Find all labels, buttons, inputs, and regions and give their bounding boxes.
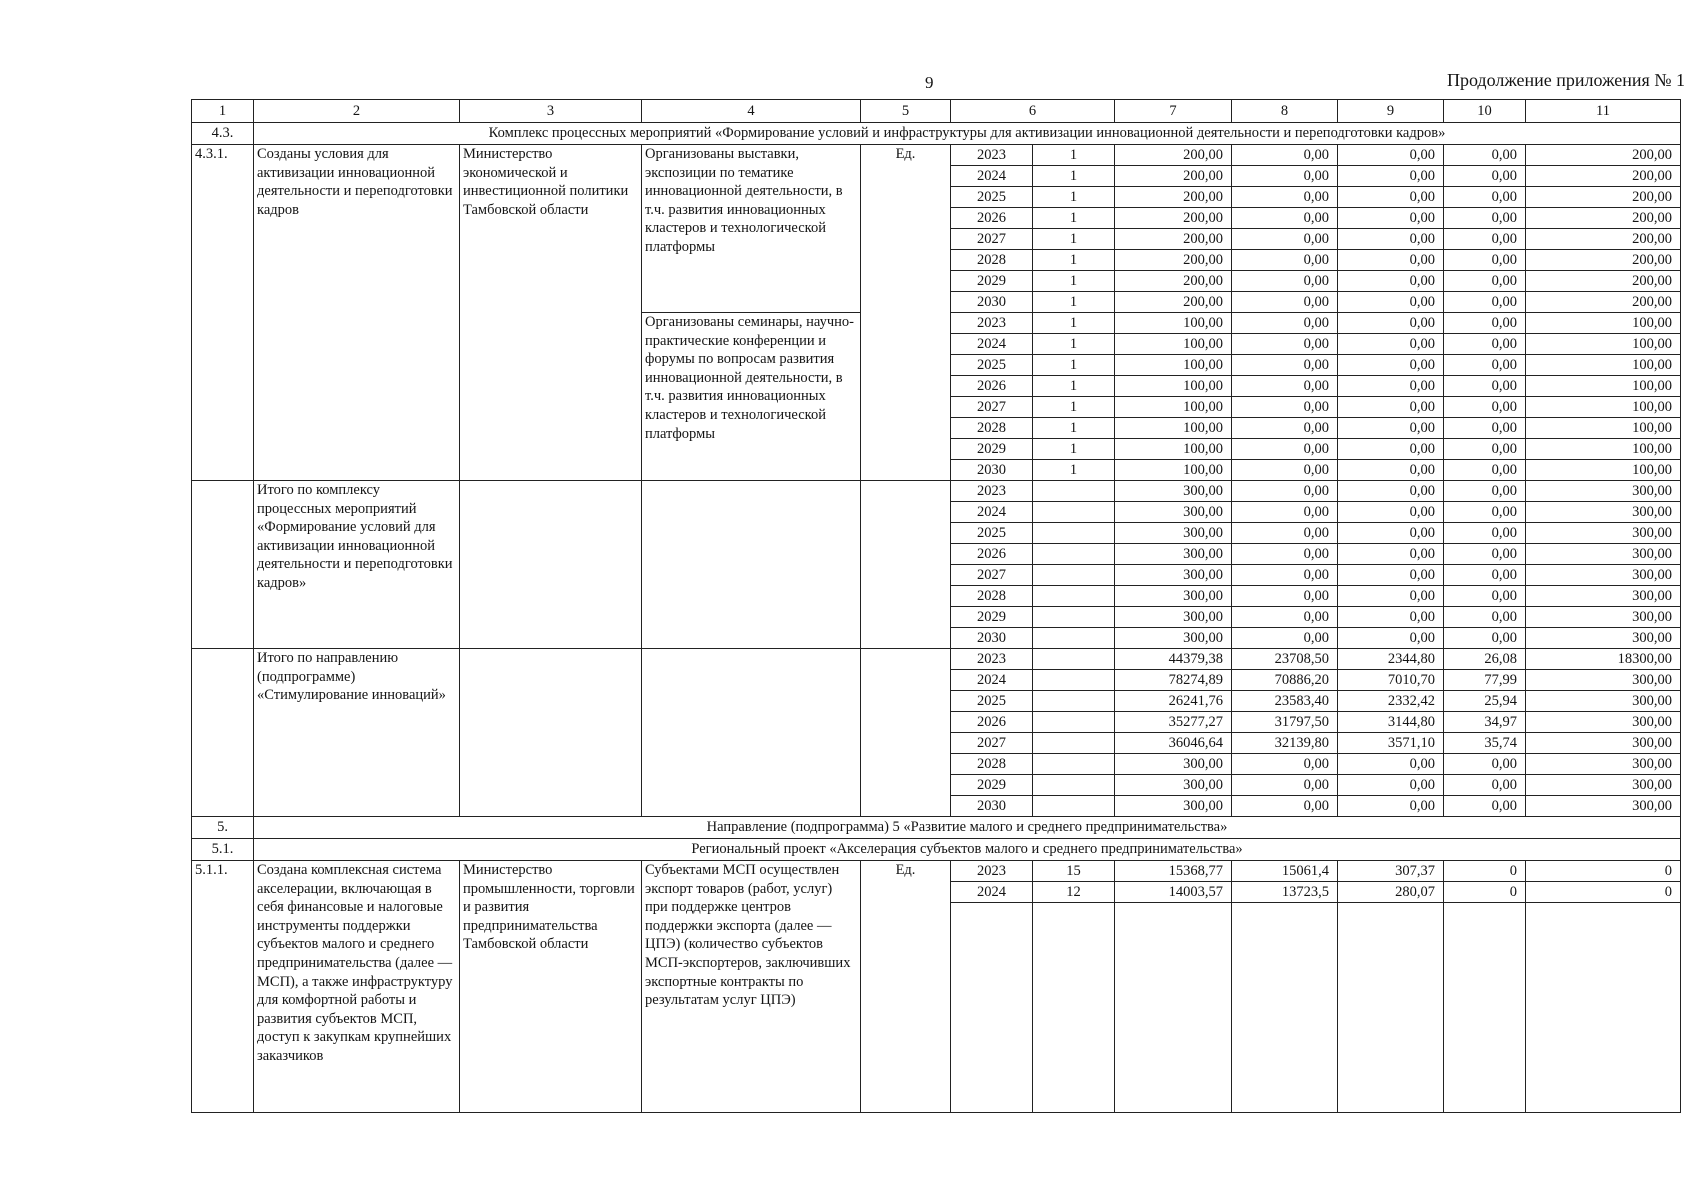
- total-amount-cell: 100,00: [1115, 313, 1232, 334]
- year-cell: 2024: [951, 334, 1033, 355]
- federal-budget-cell: 0,00: [1232, 313, 1338, 334]
- header-col-7: 7: [1115, 100, 1232, 123]
- item-executor: Министерство экономической и инвестиционной политики Тамбовской области: [460, 145, 642, 481]
- regional-budget-cell: 280,07: [1338, 882, 1444, 903]
- item-number: 5.1.1.: [192, 861, 254, 1113]
- section-row-5-1: [192, 839, 1681, 861]
- local-budget-cell: 0,00: [1444, 376, 1526, 397]
- other-sources-cell: 300,00: [1526, 502, 1681, 523]
- year-cell: 2028: [951, 586, 1033, 607]
- indicator-value-cell: 1: [1033, 460, 1115, 481]
- indicator-value-cell: 1: [1033, 334, 1115, 355]
- total-amount-cell: 200,00: [1115, 187, 1232, 208]
- year-cell: 2025: [951, 187, 1033, 208]
- other-sources-cell: 100,00: [1526, 418, 1681, 439]
- empty-cell: [1115, 903, 1232, 1113]
- local-budget-cell: 0,00: [1444, 334, 1526, 355]
- other-sources-cell: 300,00: [1526, 691, 1681, 712]
- federal-budget-cell: 0,00: [1232, 544, 1338, 565]
- year-cell: 2030: [951, 292, 1033, 313]
- year-cell: 2027: [951, 397, 1033, 418]
- total-amount-cell: 300,00: [1115, 523, 1232, 544]
- year-cell: 2024: [951, 502, 1033, 523]
- other-sources-cell: 0: [1526, 882, 1681, 903]
- header-col-3: 3: [460, 100, 642, 123]
- regional-budget-cell: 0,00: [1338, 145, 1444, 166]
- year-cell: 2024: [951, 670, 1033, 691]
- regional-budget-cell: 2332,42: [1338, 691, 1444, 712]
- year-cell: 2027: [951, 733, 1033, 754]
- program-table: [191, 99, 1681, 1113]
- indicator-value-cell: [1033, 670, 1115, 691]
- year-cell: 2028: [951, 754, 1033, 775]
- indicator-value-cell: 1: [1033, 145, 1115, 166]
- federal-budget-cell: 31797,50: [1232, 712, 1338, 733]
- regional-budget-cell: 2344,80: [1338, 649, 1444, 670]
- table-row: [192, 649, 1681, 670]
- federal-budget-cell: 0,00: [1232, 439, 1338, 460]
- other-sources-cell: 300,00: [1526, 481, 1681, 502]
- indicator-value-cell: 1: [1033, 166, 1115, 187]
- regional-budget-cell: 0,00: [1338, 250, 1444, 271]
- other-sources-cell: 200,00: [1526, 271, 1681, 292]
- header-row: [192, 100, 1681, 123]
- indicator-value-cell: 1: [1033, 355, 1115, 376]
- other-sources-cell: 300,00: [1526, 796, 1681, 817]
- other-sources-cell: 300,00: [1526, 712, 1681, 733]
- local-budget-cell: 0,00: [1444, 229, 1526, 250]
- regional-budget-cell: 0,00: [1338, 166, 1444, 187]
- header-col-1: 1: [192, 100, 254, 123]
- regional-budget-cell: 3571,10: [1338, 733, 1444, 754]
- federal-budget-cell: 70886,20: [1232, 670, 1338, 691]
- total-amount-cell: 300,00: [1115, 544, 1232, 565]
- total-amount-cell: 200,00: [1115, 208, 1232, 229]
- indicator-value-cell: 1: [1033, 271, 1115, 292]
- local-budget-cell: 34,97: [1444, 712, 1526, 733]
- local-budget-cell: 0,00: [1444, 439, 1526, 460]
- header-col-9: 9: [1338, 100, 1444, 123]
- regional-budget-cell: 0,00: [1338, 376, 1444, 397]
- federal-budget-cell: 0,00: [1232, 334, 1338, 355]
- year-cell: 2023: [951, 861, 1033, 882]
- empty-cell: [1338, 903, 1444, 1113]
- total-amount-cell: 300,00: [1115, 796, 1232, 817]
- total-amount-cell: 200,00: [1115, 145, 1232, 166]
- year-cell: 2023: [951, 313, 1033, 334]
- indicator-value-cell: [1033, 502, 1115, 523]
- other-sources-cell: 200,00: [1526, 208, 1681, 229]
- regional-budget-cell: 0,00: [1338, 775, 1444, 796]
- total-amount-cell: 200,00: [1115, 166, 1232, 187]
- other-sources-cell: 200,00: [1526, 292, 1681, 313]
- other-sources-cell: 200,00: [1526, 166, 1681, 187]
- section-number: 5.: [192, 817, 254, 839]
- year-cell: 2023: [951, 145, 1033, 166]
- other-sources-cell: 300,00: [1526, 607, 1681, 628]
- local-budget-cell: 0,00: [1444, 271, 1526, 292]
- regional-budget-cell: 0,00: [1338, 418, 1444, 439]
- header-col-8: 8: [1232, 100, 1338, 123]
- indicator-value-cell: [1033, 754, 1115, 775]
- local-budget-cell: 0,00: [1444, 796, 1526, 817]
- total-amount-cell: 300,00: [1115, 565, 1232, 586]
- federal-budget-cell: 23708,50: [1232, 649, 1338, 670]
- other-sources-cell: 200,00: [1526, 145, 1681, 166]
- local-budget-cell: 0,00: [1444, 292, 1526, 313]
- federal-budget-cell: 0,00: [1232, 460, 1338, 481]
- total-amount-cell: 100,00: [1115, 439, 1232, 460]
- other-sources-cell: 100,00: [1526, 313, 1681, 334]
- local-budget-cell: 0,00: [1444, 208, 1526, 229]
- total-amount-cell: 14003,57: [1115, 882, 1232, 903]
- year-cell: 2024: [951, 166, 1033, 187]
- regional-budget-cell: 0,00: [1338, 334, 1444, 355]
- federal-budget-cell: 0,00: [1232, 292, 1338, 313]
- total-amount-cell: 15368,77: [1115, 861, 1232, 882]
- indicator-value-cell: [1033, 565, 1115, 586]
- federal-budget-cell: 23583,40: [1232, 691, 1338, 712]
- local-budget-cell: 0,00: [1444, 250, 1526, 271]
- federal-budget-cell: 0,00: [1232, 250, 1338, 271]
- indicator-value-cell: 1: [1033, 250, 1115, 271]
- local-budget-cell: 0,00: [1444, 397, 1526, 418]
- continuation-header: Продолжение приложения № 1: [1446, 70, 1685, 90]
- regional-budget-cell: 0,00: [1338, 544, 1444, 565]
- total-amount-cell: 44379,38: [1115, 649, 1232, 670]
- federal-budget-cell: 0,00: [1232, 754, 1338, 775]
- total-amount-cell: 36046,64: [1115, 733, 1232, 754]
- local-budget-cell: 0,00: [1444, 523, 1526, 544]
- indicator-value-cell: 1: [1033, 313, 1115, 334]
- local-budget-cell: 0: [1444, 861, 1526, 882]
- section-title: Направление (подпрограмма) 5 «Развитие малого и среднего предпринимательства»: [254, 817, 1681, 839]
- total-amount-cell: 100,00: [1115, 418, 1232, 439]
- regional-budget-cell: 0,00: [1338, 397, 1444, 418]
- total-direction-label: Итого по направлению (подпрограмме) «Стимулирование инноваций»: [254, 649, 460, 817]
- federal-budget-cell: 0,00: [1232, 796, 1338, 817]
- local-budget-cell: 0,00: [1444, 607, 1526, 628]
- federal-budget-cell: 0,00: [1232, 481, 1338, 502]
- year-cell: 2027: [951, 229, 1033, 250]
- regional-budget-cell: 0,00: [1338, 481, 1444, 502]
- total-amount-cell: 200,00: [1115, 250, 1232, 271]
- item-name: Созданы условия для активизации инновационной деятельности и переподготовки кадров: [254, 145, 460, 481]
- regional-budget-cell: 0,00: [1338, 355, 1444, 376]
- indicator-value-cell: 1: [1033, 292, 1115, 313]
- federal-budget-cell: 0,00: [1232, 523, 1338, 544]
- other-sources-cell: 300,00: [1526, 544, 1681, 565]
- year-cell: 2026: [951, 376, 1033, 397]
- other-sources-cell: 200,00: [1526, 229, 1681, 250]
- federal-budget-cell: 0,00: [1232, 229, 1338, 250]
- other-sources-cell: 200,00: [1526, 250, 1681, 271]
- regional-budget-cell: 0,00: [1338, 523, 1444, 544]
- year-cell: 2029: [951, 439, 1033, 460]
- indicator-value-cell: 1: [1033, 187, 1115, 208]
- indicator-value-cell: [1033, 712, 1115, 733]
- section-row-5: [192, 817, 1681, 839]
- federal-budget-cell: 0,00: [1232, 271, 1338, 292]
- local-budget-cell: 0,00: [1444, 754, 1526, 775]
- empty-unit-cell: [861, 481, 951, 649]
- regional-budget-cell: 307,37: [1338, 861, 1444, 882]
- total-amount-cell: 100,00: [1115, 334, 1232, 355]
- regional-budget-cell: 0,00: [1338, 796, 1444, 817]
- empty-unit-cell: [861, 649, 951, 817]
- indicator-value-cell: [1033, 544, 1115, 565]
- header-col-4: 4: [642, 100, 861, 123]
- federal-budget-cell: 0,00: [1232, 502, 1338, 523]
- year-cell: 2026: [951, 712, 1033, 733]
- indicator-value-cell: [1033, 796, 1115, 817]
- other-sources-cell: 300,00: [1526, 565, 1681, 586]
- federal-budget-cell: 0,00: [1232, 397, 1338, 418]
- other-sources-cell: 100,00: [1526, 376, 1681, 397]
- local-budget-cell: 0,00: [1444, 166, 1526, 187]
- item-result-exhibitions: Организованы выставки, экспозиции по тематике инновационной деятельности, в т.ч. развития инновационных кластеров и технологической платформы: [642, 145, 861, 313]
- other-sources-cell: 300,00: [1526, 670, 1681, 691]
- other-sources-cell: 300,00: [1526, 628, 1681, 649]
- regional-budget-cell: 0,00: [1338, 502, 1444, 523]
- other-sources-cell: 300,00: [1526, 775, 1681, 796]
- federal-budget-cell: 0,00: [1232, 418, 1338, 439]
- regional-budget-cell: 0,00: [1338, 187, 1444, 208]
- local-budget-cell: 0,00: [1444, 418, 1526, 439]
- indicator-value-cell: [1033, 691, 1115, 712]
- page-number: 9: [925, 73, 934, 92]
- item-name: Создана комплексная система акселерации, включающая в себя финансовые и налоговые инструменты поддержки субъектов малого и среднего предпринимательства (далее — МСП), а также инфраструктуру для комфортной работы и развития субъектов МСП, доступ к закупкам крупнейших заказчиков: [254, 861, 460, 1113]
- regional-budget-cell: 0,00: [1338, 628, 1444, 649]
- other-sources-cell: 100,00: [1526, 439, 1681, 460]
- empty-executor-cell: [460, 649, 642, 817]
- empty-executor-cell: [460, 481, 642, 649]
- local-budget-cell: 77,99: [1444, 670, 1526, 691]
- section-number: 4.3.: [192, 123, 254, 145]
- indicator-value-cell: 1: [1033, 418, 1115, 439]
- other-sources-cell: 300,00: [1526, 733, 1681, 754]
- local-budget-cell: 0,00: [1444, 313, 1526, 334]
- header-col-5: 5: [861, 100, 951, 123]
- header-col-2: 2: [254, 100, 460, 123]
- section-title: Региональный проект «Акселерация субъектов малого и среднего предпринимательства»: [254, 839, 1681, 861]
- federal-budget-cell: 0,00: [1232, 376, 1338, 397]
- federal-budget-cell: 0,00: [1232, 187, 1338, 208]
- local-budget-cell: 0,00: [1444, 628, 1526, 649]
- total-amount-cell: 300,00: [1115, 586, 1232, 607]
- total-amount-cell: 200,00: [1115, 271, 1232, 292]
- total-amount-cell: 300,00: [1115, 481, 1232, 502]
- federal-budget-cell: 0,00: [1232, 628, 1338, 649]
- section-row-4-3: [192, 123, 1681, 145]
- other-sources-cell: 300,00: [1526, 754, 1681, 775]
- total-amount-cell: 100,00: [1115, 355, 1232, 376]
- other-sources-cell: 18300,00: [1526, 649, 1681, 670]
- section-number: 5.1.: [192, 839, 254, 861]
- local-budget-cell: 0,00: [1444, 544, 1526, 565]
- empty-number-cell: [192, 649, 254, 817]
- year-cell: 2027: [951, 565, 1033, 586]
- local-budget-cell: 0,00: [1444, 460, 1526, 481]
- total-amount-cell: 300,00: [1115, 754, 1232, 775]
- other-sources-cell: 100,00: [1526, 460, 1681, 481]
- other-sources-cell: 100,00: [1526, 397, 1681, 418]
- indicator-value-cell: [1033, 586, 1115, 607]
- other-sources-cell: 100,00: [1526, 334, 1681, 355]
- item-result-seminars: Организованы семинары, научно-практические конференции и форумы по вопросам развития инновационной деятельности, в т.ч. развития инновационных кластеров и технологической платформы: [642, 313, 861, 481]
- total-amount-cell: 100,00: [1115, 397, 1232, 418]
- local-budget-cell: 0,00: [1444, 145, 1526, 166]
- regional-budget-cell: 0,00: [1338, 460, 1444, 481]
- total-amount-cell: 300,00: [1115, 607, 1232, 628]
- year-cell: 2026: [951, 544, 1033, 565]
- year-cell: 2030: [951, 796, 1033, 817]
- other-sources-cell: 300,00: [1526, 586, 1681, 607]
- indicator-value-cell: 1: [1033, 376, 1115, 397]
- indicator-value-cell: 15: [1033, 861, 1115, 882]
- total-amount-cell: 200,00: [1115, 229, 1232, 250]
- regional-budget-cell: 0,00: [1338, 565, 1444, 586]
- total-amount-cell: 100,00: [1115, 460, 1232, 481]
- total-amount-cell: 300,00: [1115, 775, 1232, 796]
- indicator-value-cell: [1033, 607, 1115, 628]
- other-sources-cell: 100,00: [1526, 355, 1681, 376]
- federal-budget-cell: 0,00: [1232, 586, 1338, 607]
- total-amount-cell: 78274,89: [1115, 670, 1232, 691]
- indicator-value-cell: 1: [1033, 229, 1115, 250]
- federal-budget-cell: 0,00: [1232, 607, 1338, 628]
- local-budget-cell: 0,00: [1444, 481, 1526, 502]
- item-unit: Ед.: [861, 861, 951, 1113]
- year-cell: 2030: [951, 460, 1033, 481]
- total-amount-cell: 200,00: [1115, 292, 1232, 313]
- table-row: [192, 481, 1681, 502]
- local-budget-cell: 0,00: [1444, 586, 1526, 607]
- total-amount-cell: 300,00: [1115, 502, 1232, 523]
- indicator-value-cell: 1: [1033, 439, 1115, 460]
- federal-budget-cell: 32139,80: [1232, 733, 1338, 754]
- regional-budget-cell: 0,00: [1338, 586, 1444, 607]
- indicator-value-cell: [1033, 523, 1115, 544]
- regional-budget-cell: 7010,70: [1338, 670, 1444, 691]
- year-cell: 2023: [951, 481, 1033, 502]
- federal-budget-cell: 0,00: [1232, 145, 1338, 166]
- empty-result-cell: [642, 481, 861, 649]
- regional-budget-cell: 0,00: [1338, 208, 1444, 229]
- indicator-value-cell: 1: [1033, 208, 1115, 229]
- item-unit: Ед.: [861, 145, 951, 481]
- local-budget-cell: 25,94: [1444, 691, 1526, 712]
- local-budget-cell: 0,00: [1444, 565, 1526, 586]
- year-cell: 2025: [951, 523, 1033, 544]
- total-amount-cell: 100,00: [1115, 376, 1232, 397]
- federal-budget-cell: 0,00: [1232, 565, 1338, 586]
- total-complex-label: Итого по комплексу процессных мероприятий «Формирование условий для активизации инновационной деятельности и переподготовки кадров»: [254, 481, 460, 649]
- item-result-export: Субъектами МСП осуществлен экспорт товаров (работ, услуг) при поддержке центров поддержки экспорта (далее — ЦПЭ) (количество субъектов МСП-экспортеров, заключивших экспортные контракты по результатам услуг ЦПЭ): [642, 861, 861, 1113]
- year-cell: 2029: [951, 271, 1033, 292]
- indicator-value-cell: [1033, 649, 1115, 670]
- year-cell: 2024: [951, 882, 1033, 903]
- year-cell: 2028: [951, 250, 1033, 271]
- year-cell: 2028: [951, 418, 1033, 439]
- local-budget-cell: 26,08: [1444, 649, 1526, 670]
- year-cell: 2025: [951, 355, 1033, 376]
- empty-cell: [1232, 903, 1338, 1113]
- empty-cell: [1444, 903, 1526, 1113]
- other-sources-cell: 300,00: [1526, 523, 1681, 544]
- empty-cell: [1033, 903, 1115, 1113]
- indicator-value-cell: 12: [1033, 882, 1115, 903]
- local-budget-cell: 0,00: [1444, 187, 1526, 208]
- federal-budget-cell: 13723,5: [1232, 882, 1338, 903]
- regional-budget-cell: 0,00: [1338, 313, 1444, 334]
- regional-budget-cell: 3144,80: [1338, 712, 1444, 733]
- empty-result-cell: [642, 649, 861, 817]
- table-row: [192, 861, 1681, 882]
- header-col-6: 6: [951, 100, 1115, 123]
- empty-cell: [951, 903, 1033, 1113]
- federal-budget-cell: 0,00: [1232, 208, 1338, 229]
- year-cell: 2029: [951, 775, 1033, 796]
- regional-budget-cell: 0,00: [1338, 607, 1444, 628]
- year-cell: 2025: [951, 691, 1033, 712]
- year-cell: 2023: [951, 649, 1033, 670]
- item-number: 4.3.1.: [192, 145, 254, 481]
- empty-number-cell: [192, 481, 254, 649]
- year-cell: 2030: [951, 628, 1033, 649]
- indicator-value-cell: [1033, 733, 1115, 754]
- regional-budget-cell: 0,00: [1338, 439, 1444, 460]
- local-budget-cell: 0,00: [1444, 775, 1526, 796]
- other-sources-cell: 0: [1526, 861, 1681, 882]
- regional-budget-cell: 0,00: [1338, 754, 1444, 775]
- header-col-10: 10: [1444, 100, 1526, 123]
- indicator-value-cell: [1033, 775, 1115, 796]
- other-sources-cell: 200,00: [1526, 187, 1681, 208]
- local-budget-cell: 0,00: [1444, 502, 1526, 523]
- item-executor: Министерство промышленности, торговли и развития предпринимательства Тамбовской области: [460, 861, 642, 1113]
- local-budget-cell: 0: [1444, 882, 1526, 903]
- year-cell: 2029: [951, 607, 1033, 628]
- total-amount-cell: 300,00: [1115, 628, 1232, 649]
- local-budget-cell: 0,00: [1444, 355, 1526, 376]
- federal-budget-cell: 0,00: [1232, 775, 1338, 796]
- local-budget-cell: 35,74: [1444, 733, 1526, 754]
- indicator-value-cell: [1033, 628, 1115, 649]
- federal-budget-cell: 0,00: [1232, 166, 1338, 187]
- indicator-value-cell: [1033, 481, 1115, 502]
- federal-budget-cell: 15061,4: [1232, 861, 1338, 882]
- empty-cell: [1526, 903, 1681, 1113]
- table-row: [192, 145, 1681, 166]
- total-amount-cell: 35277,27: [1115, 712, 1232, 733]
- indicator-value-cell: 1: [1033, 397, 1115, 418]
- section-title: Комплекс процессных мероприятий «Формирование условий и инфраструктуры для активизации инновационной деятельности и переподготовки кадров»: [254, 123, 1681, 145]
- federal-budget-cell: 0,00: [1232, 355, 1338, 376]
- regional-budget-cell: 0,00: [1338, 271, 1444, 292]
- year-cell: 2026: [951, 208, 1033, 229]
- total-amount-cell: 26241,76: [1115, 691, 1232, 712]
- header-col-11: 11: [1526, 100, 1681, 123]
- regional-budget-cell: 0,00: [1338, 292, 1444, 313]
- regional-budget-cell: 0,00: [1338, 229, 1444, 250]
